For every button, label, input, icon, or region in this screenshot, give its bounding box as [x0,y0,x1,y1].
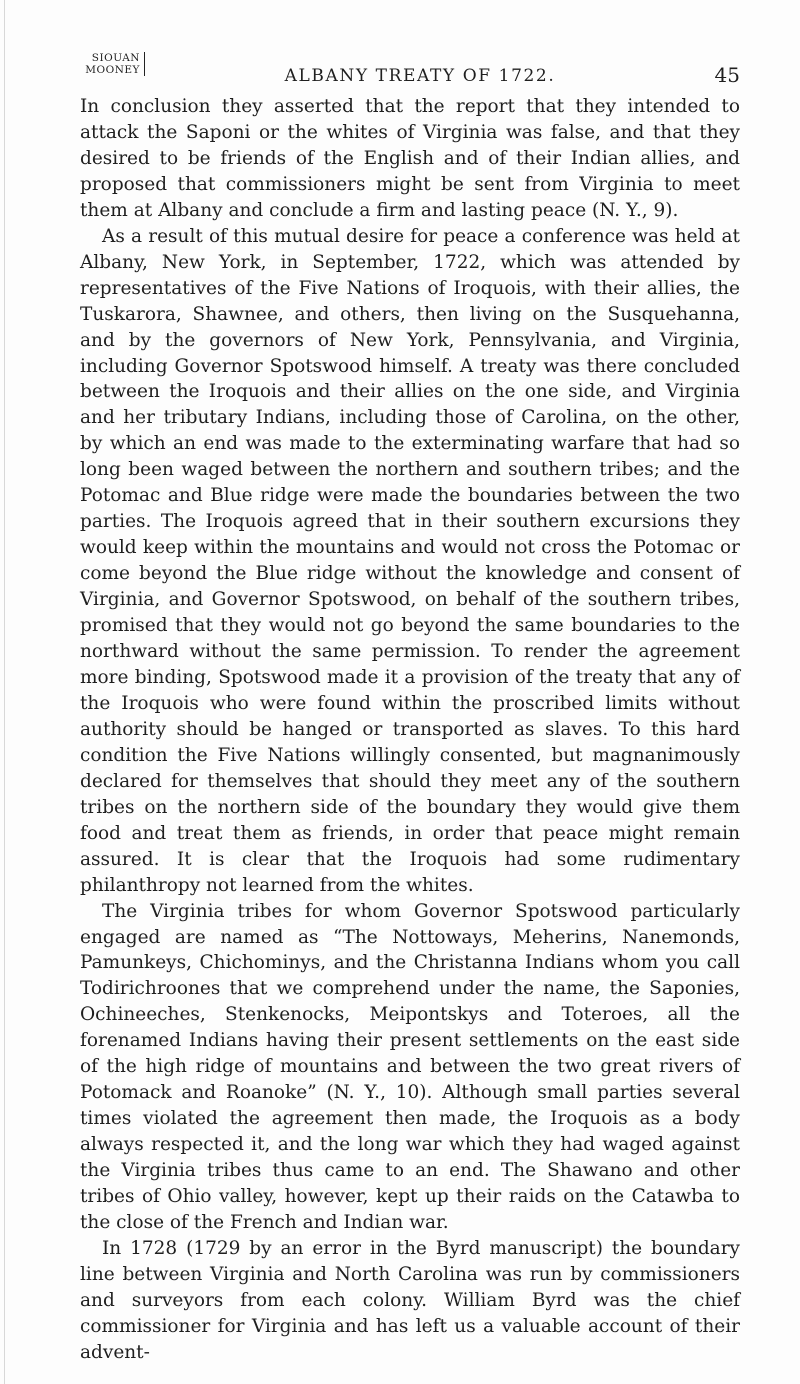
paragraph-albany-conference: As a result of this mutual desire for peace a conference was held at Albany, New York, in September, 1722, which was attended by representatives of the Five Nations of Iroquois, with their allies, the Tuskarora, Shawnee, and others, then living on the Susquehanna, and by the governors of New York, Pennsylvania, and Virginia, including Governor Spotswood himself. A treaty was there concluded between the Iroquois and their allies on the one side, and Virginia and her tributary Indians, including those of Carolina, on the other, by which an end was made to the exterminating warfare that had so long been waged between the northern and southern tribes; and the Potomac and Blue ridge were made the boundaries between the two parties. The Iroquois agreed that in their southern excursions they would keep within the mountains and would not cross the Potomac or come beyond the Blue ridge without the knowledge and consent of Virginia, and Governor Spotswood, on behalf of the southern tribes, promised that they would not go beyond the same boundaries to the northward without the same permission. To render the agreement more binding, Spotswood made it a provision of the treaty that any of the Iroquois who were found within the proscribed limits without authority should be hanged or transported as slaves. To this hard condition the Five Nations willingly consented, but magnanimously declared for themselves that should they meet any of the southern tribes on the northern side of the boundary they would give them food and treat them as friends, in order that peace might remain assured. It is clear that the Iroquois had some rudimentary philanthropy not learned from the whites. [80,225,740,896]
paragraph-boundary-line: In 1728 (1729 by an error in the Byrd manuscript) the boundary line between Virginia and North Carolina was run by commissioners and surveyors from each colony. William Byrd was the chief commissioner for Virginia and has left us a valuable account of their advent- [80,1237,740,1363]
paragraph-conclusion: In conclusion they asserted that the report that they intended to attack the Saponi or the whites of Virginia was false, and that they desired to be friends of the English and of their Indian allies, and proposed that commissioners might be sent from Virginia to meet them at Albany and conclude a firm and lasting peace (N. Y., 9). [80,96,740,221]
author-line-siouan: SIOUAN [91,52,140,64]
running-title: ALBANY TREATY OF 1722. [284,66,556,86]
paragraph-virginia-tribes: The Virginia tribes for whom Governor Spotswood particularly engaged are named as “The Nottoways, Meherins, Nanemonds, Pamunkeys, Chichominys, and the Christanna Indians whom you call Todirichroones that we comprehend under the name, the Saponies, Ochineeches, Stenkenocks, Meipontskys and Toteroes, all the forenamed Indians having their present settlements on the east side of the high ridge of mountains and between the two great rivers of Potomack and Roanoke” (N. Y., 10). Although small parties several times violated the agreement then made, the Iroquois as a body always respected it, and the long war which they had waged against the Virginia tribes thus came to an end. The Shawano and other tribes of Ohio valley, however, kept up their raids on the Catawba to the close of the French and Indian war. [80,900,740,1233]
page-number: 45 [714,63,740,87]
author-line-mooney: MOONEY [85,64,140,76]
running-head [80,52,740,92]
page-edge-rule [4,0,5,1384]
author-bracket [80,52,145,76]
body-text [80,94,740,1366]
